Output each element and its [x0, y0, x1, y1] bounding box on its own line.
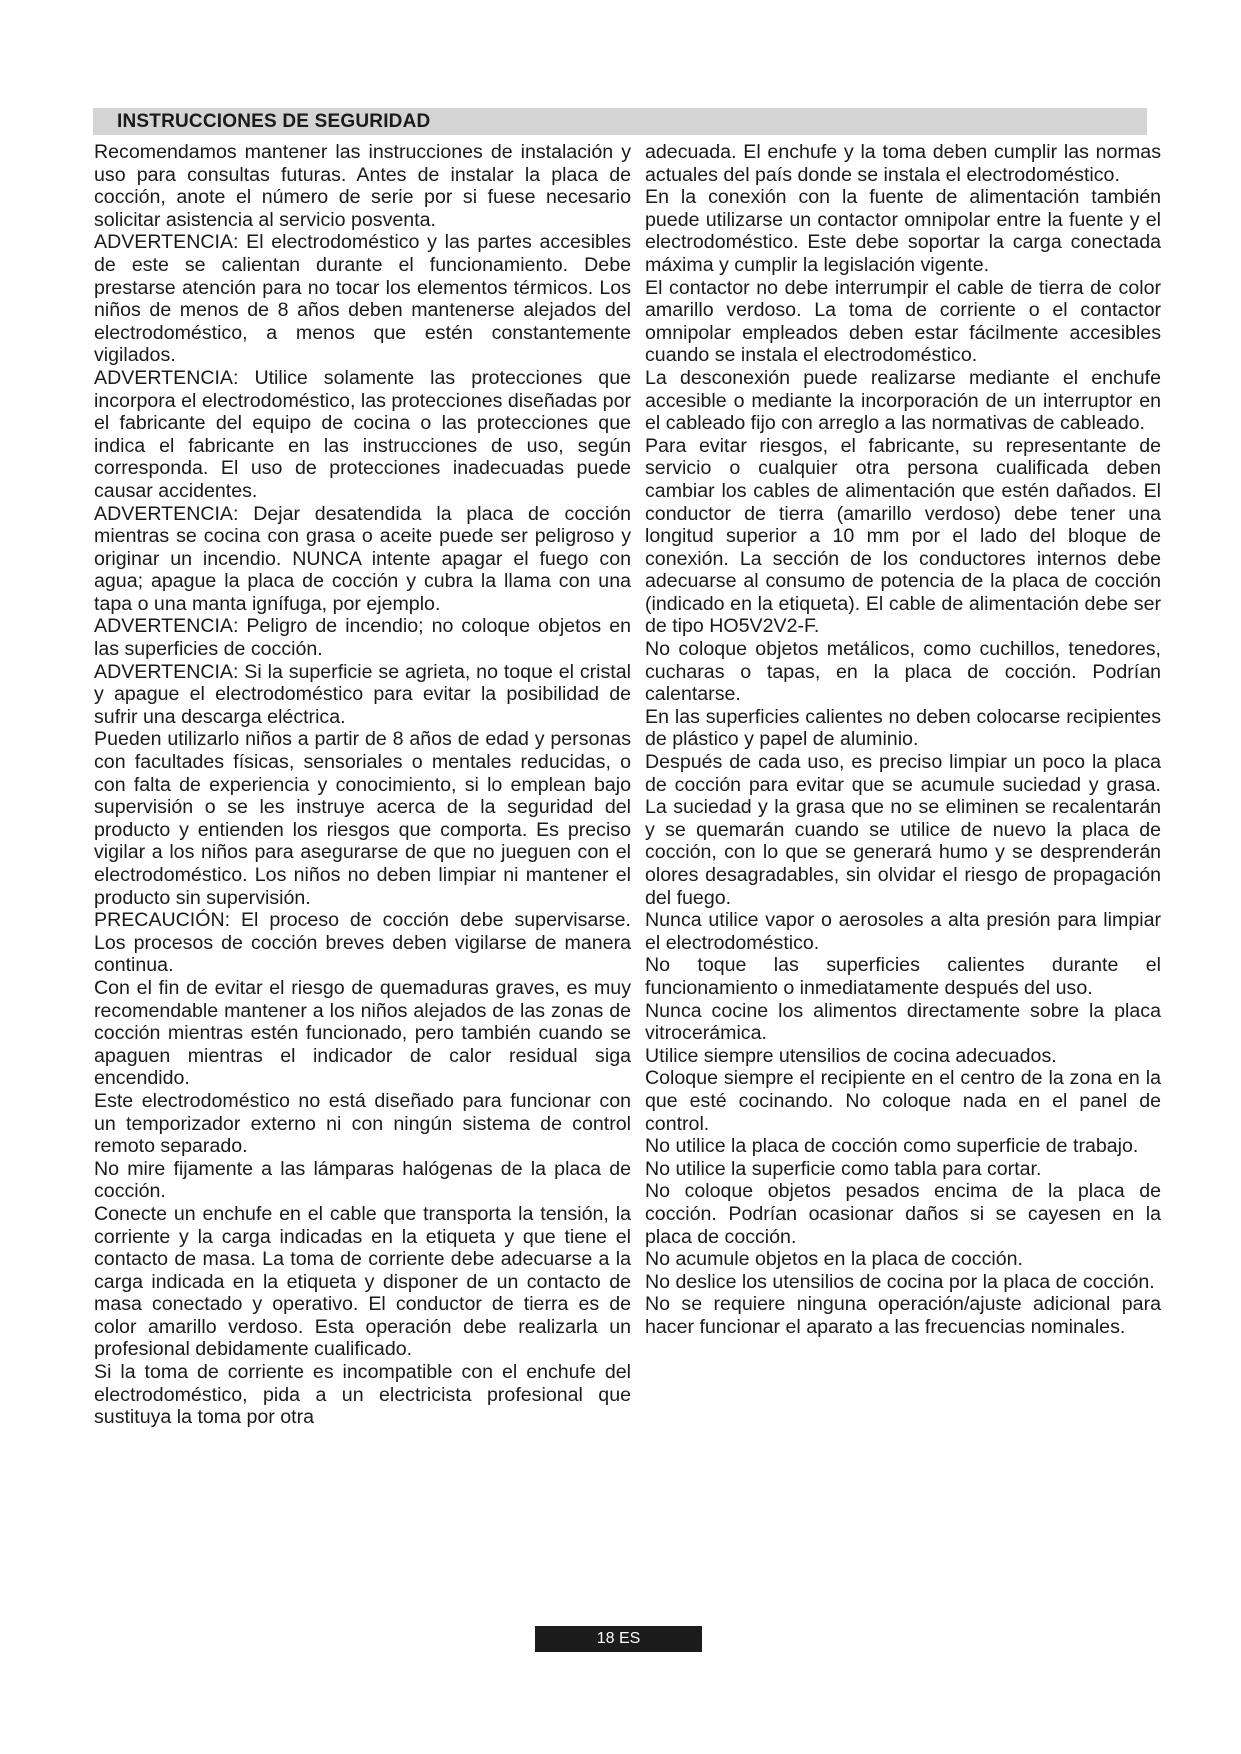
paragraph: No mire fijamente a las lámparas halógenas de la placa de cocción. — [94, 1157, 631, 1203]
paragraph: Con el fin de evitar el riesgo de quemaduras graves, es muy recomendable mantener a los niños alejados de las zonas de cocción mientras estén funcionado, pero también cuando se apaguen mientras el indicador de calor residual siga encendido. — [94, 976, 631, 1090]
section-title: INSTRUCCIONES DE SEGURIDAD — [117, 111, 431, 132]
paragraph: Utilice siempre utensilios de cocina adecuados. — [645, 1044, 1057, 1067]
page-number-badge: 18 ES — [535, 1626, 702, 1652]
paragraph: No coloque objetos metálicos, como cuchillos, tenedores, cucharas o tapas, en la placa de cocción. Podrían calentarse. — [645, 638, 1161, 706]
paragraph: Este electrodoméstico no está diseñado para funcionar con un temporizador externo ni con ningún sistema de control remoto separado. — [94, 1089, 631, 1158]
paragraph: En la conexión con la fuente de alimentación también puede utilizarse un contactor omnipolar entre la fuente y el electrodoméstico. Este debe soportar la carga conectada máxima y cumplir la legislación vigente. — [645, 186, 1161, 276]
paragraph: No utilice la superficie como tabla para cortar. — [645, 1157, 1042, 1180]
paragraph: Nunca utilice vapor o aerosoles a alta presión para limpiar el electrodoméstico. — [645, 909, 1161, 954]
paragraph: El contactor no debe interrumpir el cable de tierra de color amarillo verdoso. La toma de corriente o el contactor omnipolar empleados deben estar fácilmente accesibles cuando se instala el electrodoméstico. — [645, 276, 1161, 367]
paragraph: ADVERTENCIA: Dejar desatendida la placa de cocción mientras se cocina con grasa o aceite puede ser peligroso y originar un incendio. NUNCA intente apagar el fuego con agua; apague la placa de cocción y cubra la llama con una tapa o una manta ignífuga, por ejemplo. — [94, 502, 631, 615]
paragraph: No toque las superficies calientes durante el funcionamiento o inmediatamente después del uso. — [645, 954, 1161, 999]
paragraph: Conecte un enchufe en el cable que transporta la tensión, la corriente y la carga indicadas en la etiqueta y que tiene el contacto de masa. La toma de corriente debe adecuarse a la carga indicada en la etiqueta y disponer de un contacto de masa conectado y operativo. El conductor de tierra es de color amarillo verdoso. Esta operación debe realizarla un profesional debidamente cualificado. — [94, 1202, 631, 1361]
paragraph: Recomendamos mantener las instrucciones de instalación y uso para consultas futuras. Antes de instalar la placa de cocción, anote el número de serie por si fuese necesario solicitar asistencia al servicio posventa. — [94, 141, 631, 231]
paragraph: No coloque objetos pesados encima de la placa de cocción. Podrían ocasionar daños si se cayesen en la placa de cocción. — [645, 1180, 1161, 1248]
paragraph: Para evitar riesgos, el fabricante, su representante de servicio o cualquier otra persona cualificada deben cambiar los cables de alimentación que estén dañados. El conductor de tierra (amarillo verdoso) debe tener una longitud superior a 10 mm por el lado del bloque de conexión. La sección de los conductores internos debe adecuarse al consumo de potencia de la placa de cocción (indicado en la etiqueta). El cable de alimentación debe ser de tipo HO5V2V2-F. — [645, 434, 1161, 638]
paragraph: No deslice los utensilios de cocina por la placa de cocción. — [645, 1270, 1155, 1293]
paragraph: Nunca cocine los alimentos directamente sobre la placa vitrocerámica. — [645, 999, 1161, 1045]
paragraph: No utilice la placa de cocción como superficie de trabajo. — [645, 1135, 1139, 1158]
paragraph: ADVERTENCIA: Si la superficie se agrieta, no toque el cristal y apague el electrodoméstico para evitar la posibilidad de sufrir una descarga eléctrica. — [94, 660, 631, 728]
paragraph: En las superficies calientes no deben colocarse recipientes de plástico y papel de aluminio. — [645, 705, 1161, 751]
paragraph: ADVERTENCIA: Peligro de incendio; no coloque objetos en las superficies de cocción. — [94, 615, 631, 661]
paragraph: No acumule objetos en la placa de cocción. — [645, 1248, 1023, 1271]
left-text-column — [94, 141, 631, 1429]
paragraph-continued: Si la toma de corriente es incompatible con el enchufe del electrodoméstico, pida a un electricista profesional que sustituya la toma por otra — [94, 1361, 631, 1429]
paragraph: No se requiere ninguna operación/ajuste adicional para hacer funcionar el aparato a las frecuencias nominales. — [645, 1293, 1161, 1338]
right-text-column — [645, 141, 1161, 1338]
paragraph: PRECAUCIÓN: El proceso de cocción debe supervisarse. Los procesos de cocción breves deben vigilarse de manera continua. — [94, 909, 631, 977]
paragraph: ADVERTENCIA: Utilice solamente las protecciones que incorpora el electrodoméstico, las protecciones diseñadas por el fabricante del equipo de cocina o las protecciones que indica el fabricante en las instrucciones de uso, según corresponda. El uso de protecciones inadecuadas puede causar accidentes. — [94, 366, 631, 502]
section-header-bar — [93, 108, 1147, 135]
paragraph: Después de cada uso, es preciso limpiar un poco la placa de cocción para evitar que se acumule suciedad y grasa. La suciedad y la grasa que no se eliminen se recalentarán y se quemarán cuando se utilice de nuevo la placa de cocción, con lo que se generará humo y se desprenderán olores desagradables, sin olvidar el riesgo de propagación del fuego. — [645, 751, 1161, 909]
paragraph: La desconexión puede realizarse mediante el enchufe accesible o mediante la incorporación de un interruptor en el cableado fijo con arreglo a las normativas de cableado. — [645, 366, 1161, 435]
paragraph: Coloque siempre el recipiente en el centro de la zona en la que esté cocinando. No coloque nada en el panel de control. — [645, 1067, 1161, 1135]
paragraph: Pueden utilizarlo niños a partir de 8 años de edad y personas con facultades físicas, sensoriales o mentales reducidas, o con falta de experiencia y conocimiento, si lo emplean bajo supervisión o se les instruye acerca de la seguridad del producto y entienden los riesgos que comporta. Es preciso vigilar a los niños para asegurarse de que no jueguen con el electrodoméstico. Los niños no deben limpiar ni mantener el producto sin supervisión. — [94, 728, 631, 909]
paragraph-continuation: adecuada. El enchufe y la toma deben cumplir las normas actuales del país donde se instala el electrodoméstico. — [645, 141, 1161, 186]
paragraph: ADVERTENCIA: El electrodoméstico y las partes accesibles de este se calientan durante el funcionamiento. Debe prestarse atención para no tocar los elementos térmicos. Los niños de menos de 8 años deben mantenerse alejados del electrodoméstico, a menos que estén constantemente vigilados. — [94, 231, 631, 367]
